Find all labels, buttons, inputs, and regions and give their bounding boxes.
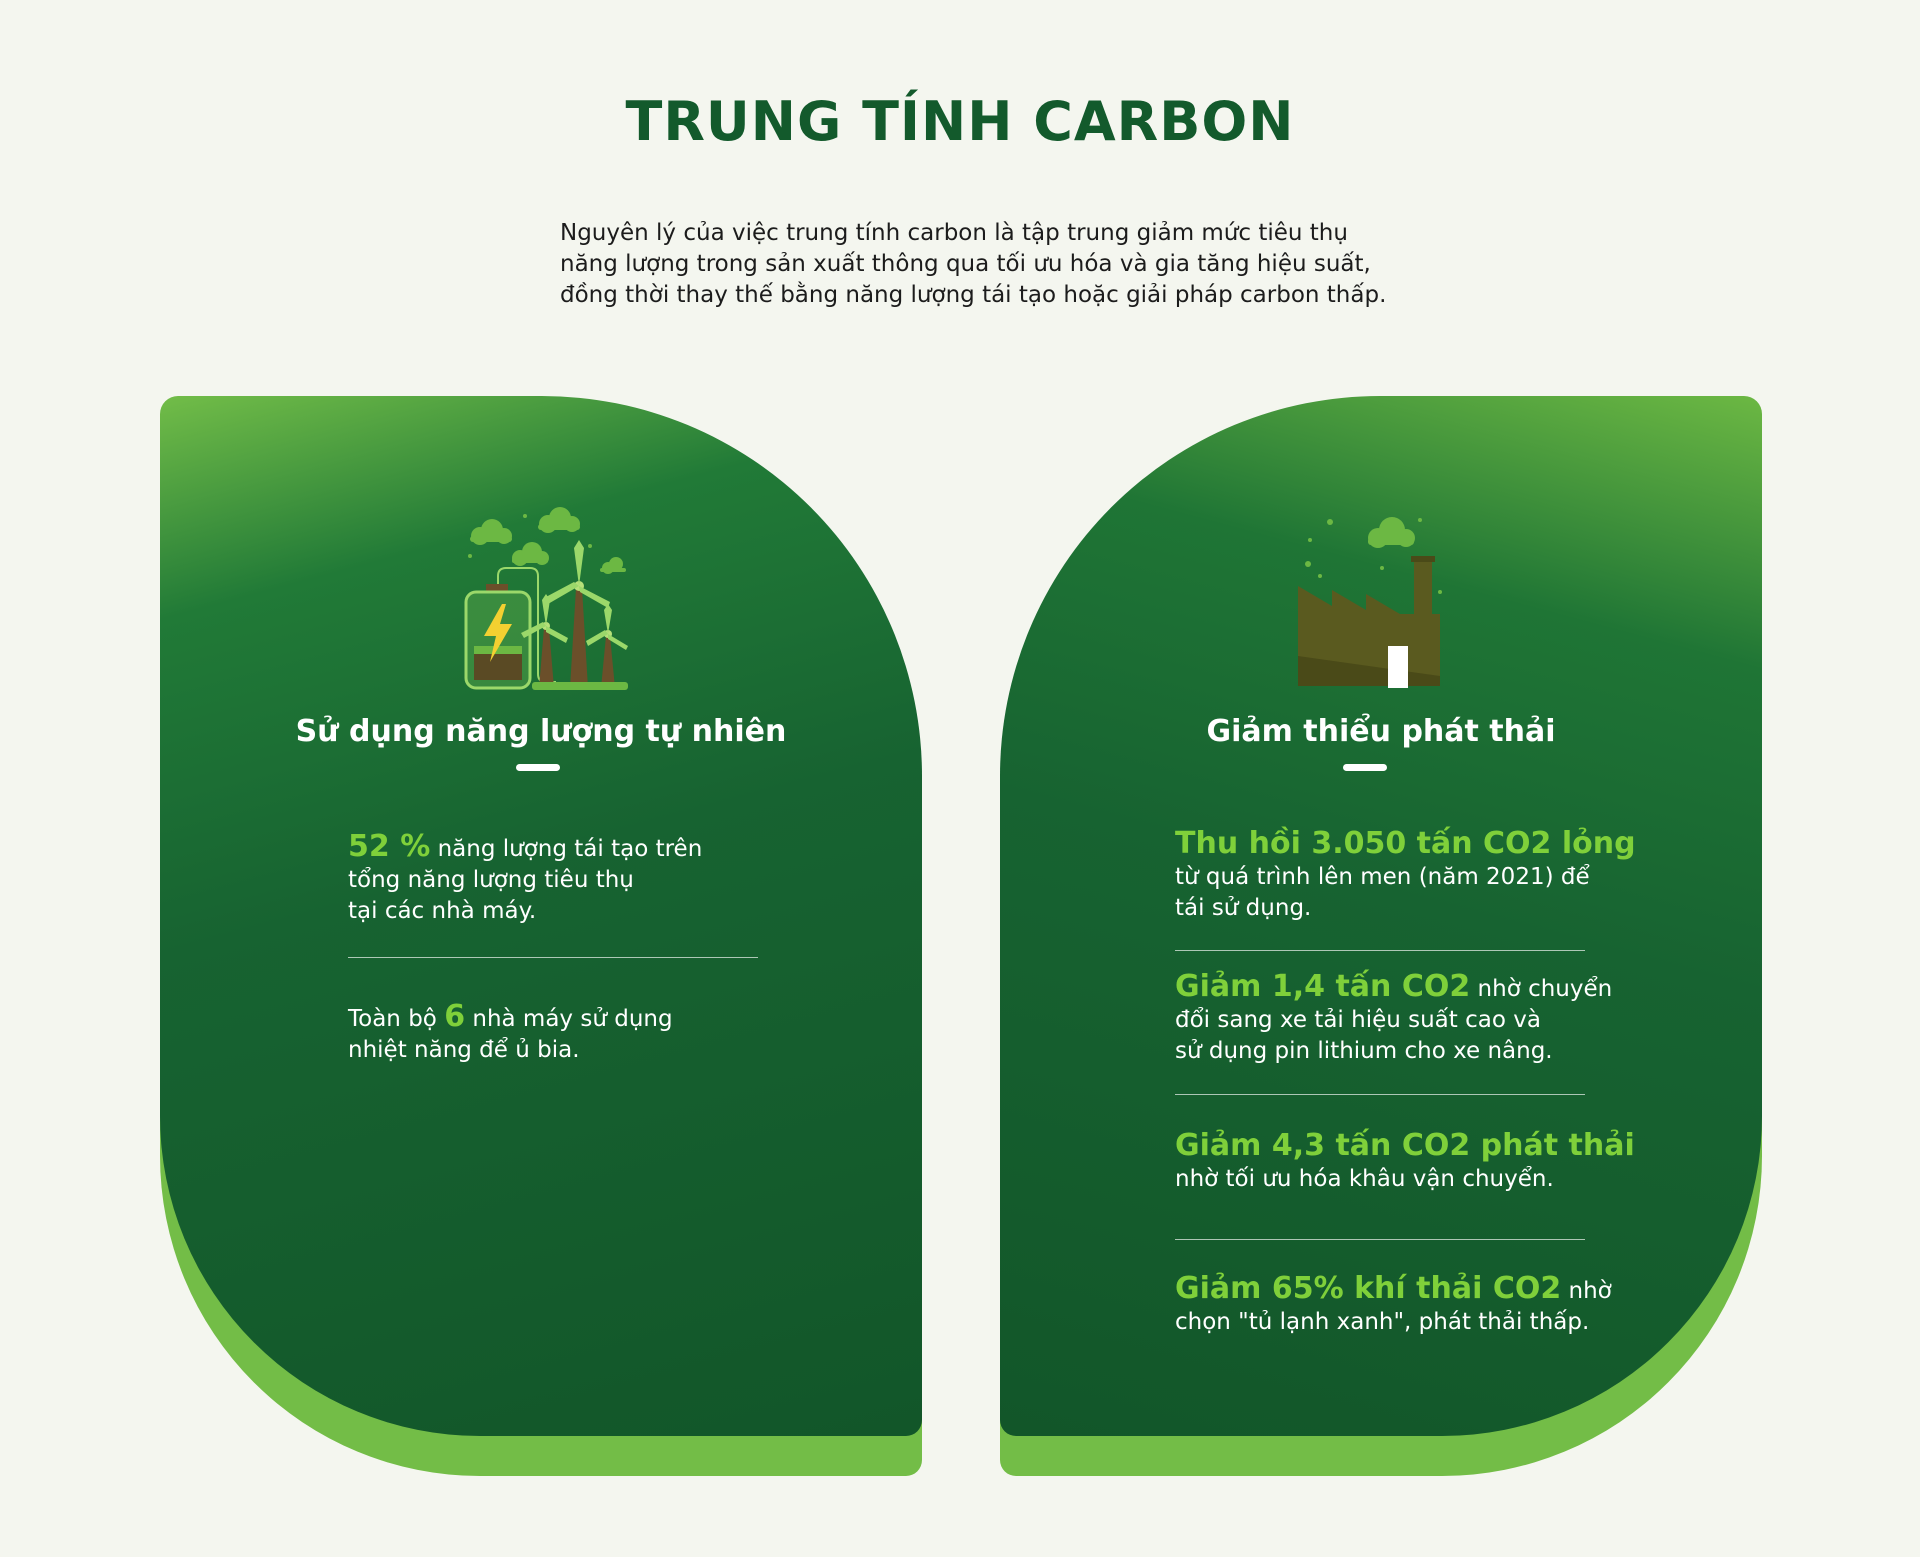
stat-line	[1175, 828, 1636, 862]
stat-highlight: Giảm 65% khí thải CO2	[1175, 1271, 1562, 1306]
stat-line	[348, 831, 702, 865]
stat-highlight: Thu hồi 3.050 tấn CO2 lỏng	[1175, 826, 1636, 861]
stat-item	[1175, 971, 1612, 1067]
stat-text: nhà máy sử dụng	[472, 1006, 673, 1032]
stat-line	[1175, 1273, 1612, 1307]
stat-item	[1175, 828, 1636, 924]
stat-line: nhiệt năng để ủ bia.	[348, 1037, 580, 1063]
stat-line	[348, 1001, 673, 1035]
stat-line: từ quá trình lên men (năm 2021) để	[1175, 864, 1590, 890]
stat-highlight: 6	[444, 999, 466, 1034]
stat-text: nhờ	[1568, 1278, 1612, 1304]
item-divider	[1175, 950, 1585, 951]
stat-item	[348, 1001, 673, 1066]
item-divider	[1175, 1094, 1585, 1095]
intro-text	[560, 218, 1390, 311]
stat-line: tái sử dụng.	[1175, 895, 1312, 921]
card-body	[160, 396, 922, 1436]
stat-line: tổng năng lượng tiêu thụ	[348, 867, 634, 893]
stat-item	[1175, 1130, 1635, 1195]
stat-text: Toàn bộ	[348, 1006, 437, 1032]
title-underline	[1343, 764, 1387, 771]
page-title: TRUNG TÍNH CARBON	[625, 90, 1295, 153]
factory-icon	[1270, 496, 1470, 696]
card-title: Sử dụng năng lượng tự nhiên	[295, 714, 787, 749]
renewable-energy-card	[160, 396, 922, 1476]
item-divider	[1175, 1239, 1585, 1240]
stat-highlight: Giảm 4,3 tấn CO2 phát thải	[1175, 1128, 1635, 1163]
stat-highlight: 52 %	[348, 829, 431, 864]
stat-line: sử dụng pin lithium cho xe nâng.	[1175, 1038, 1553, 1064]
stat-text: năng lượng tái tạo trên	[437, 836, 703, 862]
battery-wind-turbine-icon	[440, 496, 640, 696]
card-title: Giảm thiểu phát thải	[1206, 714, 1556, 749]
stat-line: đổi sang xe tải hiệu suất cao và	[1175, 1007, 1541, 1033]
stat-line: nhờ tối ưu hóa khâu vận chuyển.	[1175, 1166, 1554, 1192]
intro-line: năng lượng trong sản xuất thông qua tối ưu hóa và gia tăng hiệu suất,	[560, 251, 1371, 277]
intro-line: đồng thời thay thế bằng năng lượng tái tạo hoặc giải pháp carbon thấp.	[560, 282, 1387, 308]
item-divider	[348, 957, 758, 958]
stat-highlight: Giảm 1,4 tấn CO2	[1175, 969, 1471, 1004]
card-body	[1000, 396, 1762, 1436]
stat-text: nhờ chuyển	[1477, 976, 1613, 1002]
stat-line	[1175, 971, 1612, 1005]
stat-item	[348, 831, 702, 927]
stat-item	[1175, 1273, 1612, 1338]
stat-line: tại các nhà máy.	[348, 898, 537, 924]
stat-line	[1175, 1130, 1635, 1164]
stat-line: chọn "tủ lạnh xanh", phát thải thấp.	[1175, 1309, 1590, 1335]
intro-line: Nguyên lý của việc trung tính carbon là tập trung giảm mức tiêu thụ	[560, 220, 1348, 246]
emission-reduction-card	[1000, 396, 1762, 1476]
title-underline	[516, 764, 560, 771]
